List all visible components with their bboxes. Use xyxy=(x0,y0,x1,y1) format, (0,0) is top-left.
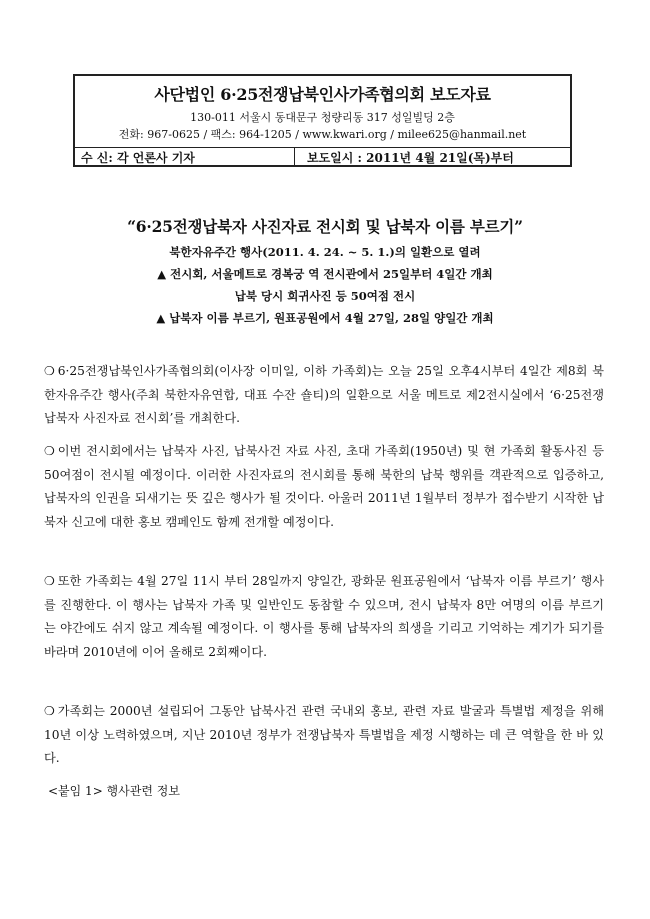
paragraph-text: 또한 가족회는 4월 27일 11시 부터 28일까지 양일간, 광화문 원표공원에서 ‘납북자 이름 부르기’ 행사를 진행한다. 이 행사는 납북자 가족 및 일반인도 동참할 수 있으며, 전시 납북자 8만 여명의 이름 부르기는 야간에도 쉬지 않고 계속될 예정이다. 이 행사를 통해 납북자의 희생을 기리고 기억하는 계기가 되기를 바라며 2010년에 이어 올해로 2회째이다. xyxy=(44,574,604,659)
bullet-circle-icon: ❍ xyxy=(44,574,55,588)
recipient-label: 수 신: 각 언론사 기자 xyxy=(81,151,195,165)
body-paragraph-1 xyxy=(44,360,604,431)
release-date: 보도일시 : 2011년 4월 21일(목)부터 xyxy=(307,151,514,165)
body-paragraph-2 xyxy=(44,440,604,534)
press-headline: “6·25전쟁납북자 사진자료 전시회 및 납북자 이름 부르기” xyxy=(127,217,523,236)
subheadline-2: ▲ 전시회, 서울메트로 경복궁 역 전시관에서 25일부터 4일간 개최 xyxy=(157,267,493,281)
body-paragraph-4 xyxy=(44,700,604,771)
press-release-header xyxy=(73,74,572,167)
paragraph-text: 가족회는 2000년 설립되어 그동안 납북사건 관련 국내외 홍보, 관련 자료 발굴과 특별법 제정을 위해 10년 이상 노력하였으며, 지난 2010년 정부가 전쟁납북자 특별법을 제정 시행하는 데 큰 역할을 한 바 있다. xyxy=(44,704,604,766)
header-info-row xyxy=(75,147,570,166)
subheadline-3: 납북 당시 희귀사진 등 50여점 전시 xyxy=(234,289,416,303)
bullet-circle-icon: ❍ xyxy=(44,364,55,378)
header-divider xyxy=(294,148,295,166)
subheadline-4: ▲ 납북자 이름 부르기, 원표공원에서 4월 27일, 28일 양일간 개최 xyxy=(156,311,494,325)
paragraph-text: 이번 전시회에서는 납북자 사진, 납북사건 자료 사진, 초대 가족회(1950년) 및 현 가족회 활동사진 등 50여점이 전시될 예정이다. 이러한 사진자료의 전시회를 통해 북한의 납북 행위를 객관적으로 입증하고, 납북자의 인권을 되새기는 뜻 깊은 행사가 될 것이다. 아울러 2011년 1월부터 정부가 접수받기 시작한 납북자 신고에 대한 홍보 캠페인도 함께 전개할 예정이다. xyxy=(44,444,604,529)
subheadline-1: 북한자유주간 행사(2011. 4. 24. ~ 5. 1.)의 일환으로 열려 xyxy=(169,245,481,259)
attachment-label: <붙임 1> 행사관련 정보 xyxy=(48,784,180,798)
paragraph-text: 6·25전쟁납북인사가족협의회(이사장 이미일, 이하 가족회)는 오늘 25일 오후4시부터 4일간 제8회 북한자유주간 행사(주최 북한자유연합, 대표 수잔 숄티)의 일환으로 서울 메트로 제2전시실에서 ‘6·25전쟁납북자 사진자료 전시회’를 개최한다. xyxy=(44,364,604,426)
organization-contact: 전화: 967-0625 / 팩스: 964-1205 / www.kwari.org / milee625@hanmail.net xyxy=(118,128,527,141)
body-paragraph-3 xyxy=(44,570,604,664)
organization-title: 사단법인 6·25전쟁납북인사가족협의회 보도자료 xyxy=(154,85,491,104)
organization-address: 130-011 서울시 동대문구 청량리동 317 성일빌딩 2층 xyxy=(190,111,455,124)
bullet-circle-icon: ❍ xyxy=(44,704,55,718)
bullet-circle-icon: ❍ xyxy=(44,444,55,458)
